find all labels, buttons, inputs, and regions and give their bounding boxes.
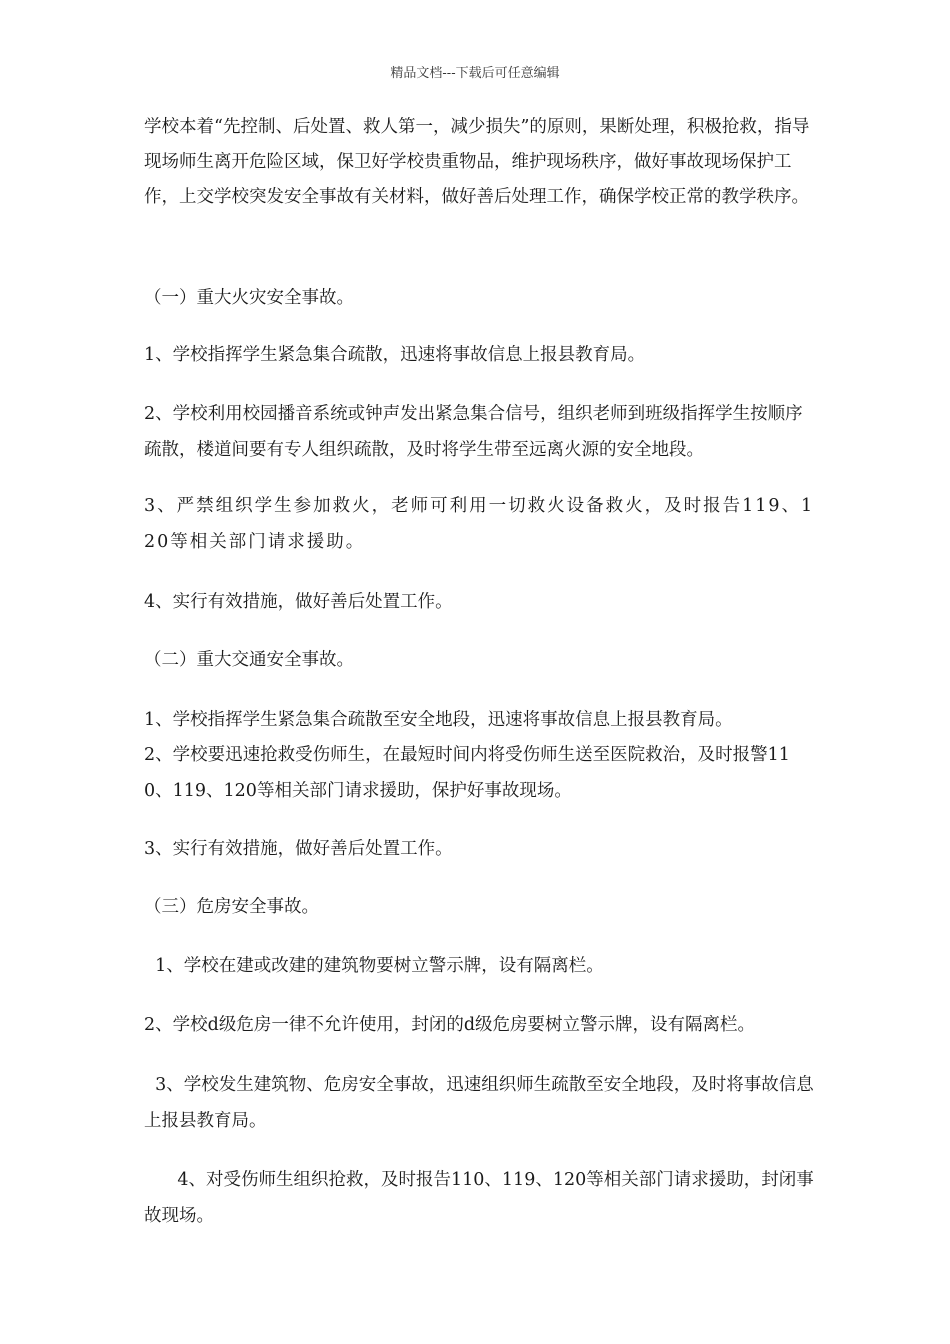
list-item: 2、学校利用校园播音系统或钟声发出紧急集合信号，组织老师到班级指挥学生按顺序疏散，楼道间要有专人组织疏散，及时将学生带至远离火源的安全地段。 [144,404,803,460]
list-item: 4、对受伤师生组织抢救，及时报告110、119、120等相关部门请求援助，封闭事故现场。 [144,1170,814,1226]
list-item: 3、实行有效措施，做好善后处置工作。 [144,839,453,859]
list-item: 2、学校要迅速抢救受伤师生，在最短时间内将受伤师生送至医院救治，及时报警110、119、120等相关部门请求援助，保护好事故现场。 [144,745,790,801]
list-item: 1、学校指挥学生紧急集合疏散，迅速将事故信息上报县教育局。 [144,345,646,365]
list-item: 3、严禁组织学生参加救火，老师可利用一切救火设备救火，及时报告119、120等相关部门请求援助。 [144,496,815,552]
intro-paragraph: 学校本着“先控制、后处置、救人第一，减少损失”的原则，果断处理，积极抢救，指导现场师生离开危险区域，保卫好学校贵重物品，维护现场秩序，做好事故现场保护工作，上交学校突发安全事故有关材料，做好善后处理工作，确保学校正常的教学秩序。 [144,117,810,207]
page-header: 精品文档---下载后可任意编辑 [390,66,560,81]
section-title-building: （三）危房安全事故。 [144,897,319,917]
list-item: 1、学校指挥学生紧急集合疏散至安全地段，迅速将事故信息上报县教育局。 [144,710,733,730]
list-item: 2、学校d级危房一律不允许使用，封闭的d级危房要树立警示牌，设有隔离栏。 [144,1015,756,1035]
list-item: 1、学校在建或改建的建筑物要树立警示牌，设有隔离栏。 [144,956,604,976]
list-item: 4、实行有效措施，做好善后处置工作。 [144,592,453,612]
list-item: 3、学校发生建筑物、危房安全事故，迅速组织师生疏散至安全地段，及时将事故信息上报县教育局。 [144,1075,814,1131]
section-title-traffic: （二）重大交通安全事故。 [144,650,354,670]
section-title-fire: （一）重大火灾安全事故。 [144,288,354,308]
